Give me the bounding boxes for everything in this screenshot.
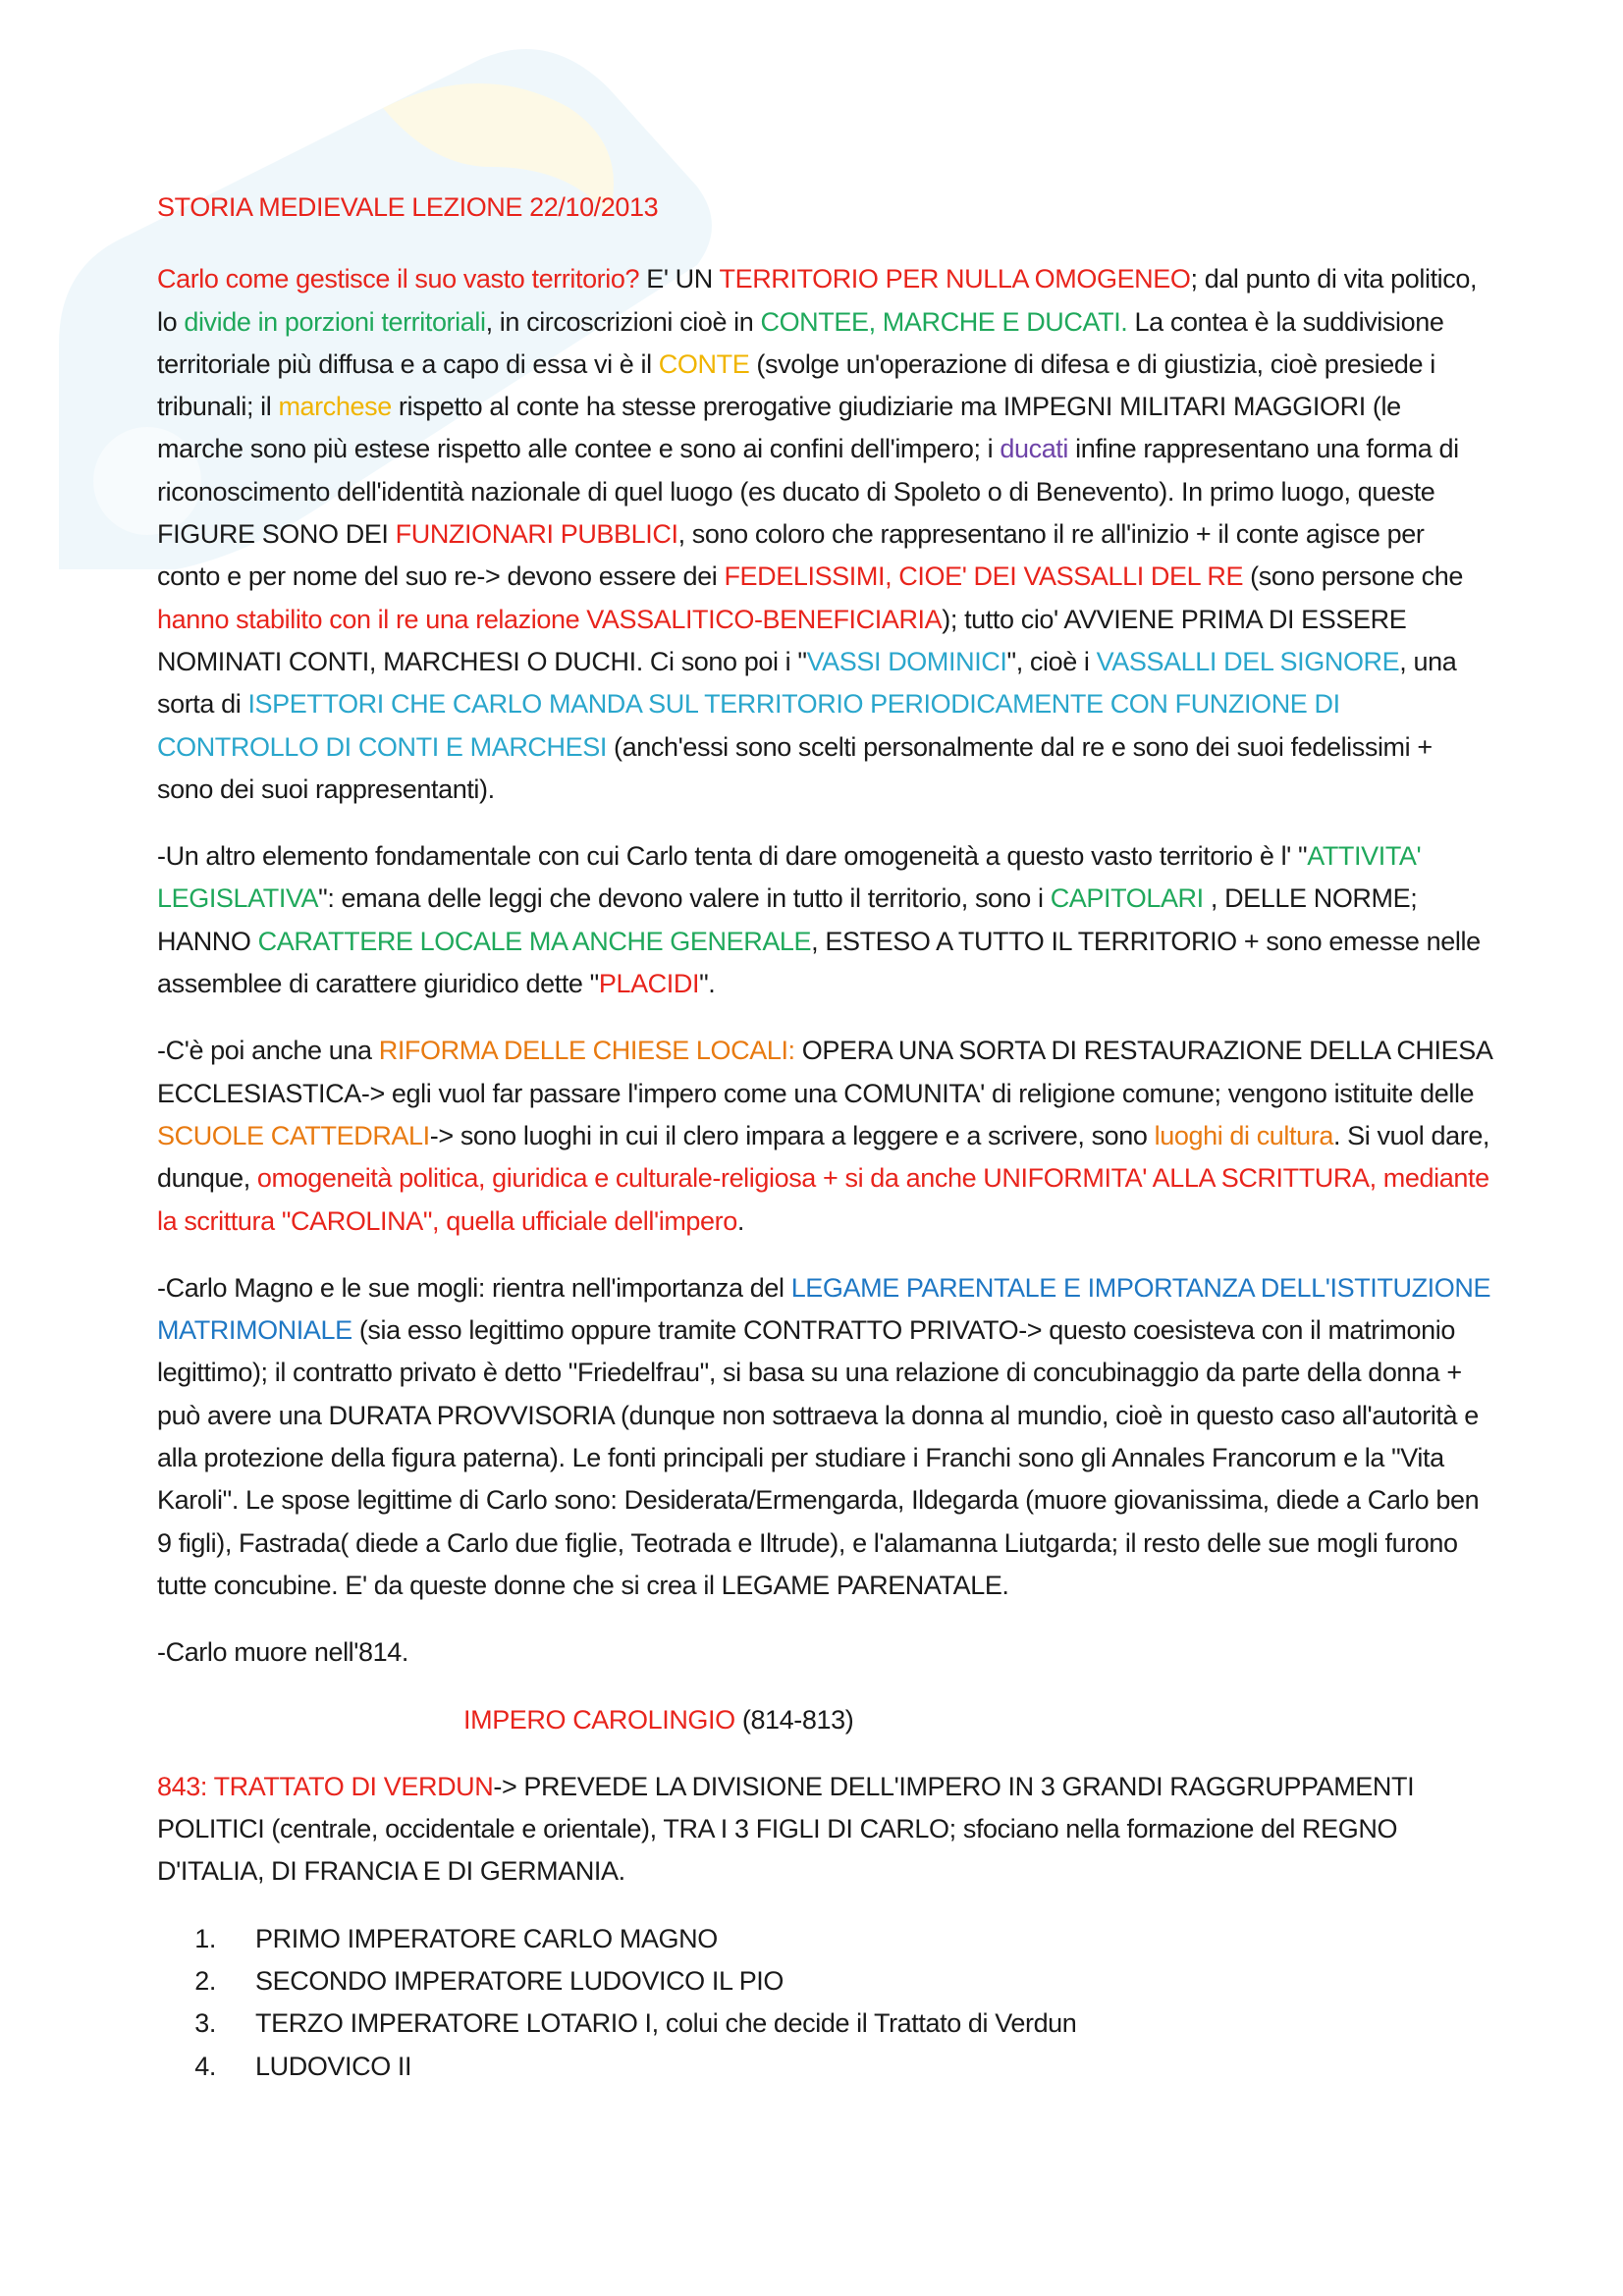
text-run: ATTIVITA' LEGISLATIVA	[157, 841, 1422, 914]
text-run: TERRITORIO PER NULLA OMOGENEO	[719, 264, 1191, 294]
text-run: FUNZIONARI PUBBLICI	[395, 519, 678, 550]
text-run: (anch'essi sono scelti personalmente dal re e sono dei suoi fedelissimi + sono dei suoi rappresentanti).	[157, 731, 1433, 804]
text-run: PLACIDI	[598, 969, 700, 999]
list-item: 2. SECONDO IMPERATORE LUDOVICO IL PIO	[194, 1965, 784, 1996]
text-run: CONTE	[658, 348, 750, 379]
text-run: Carlo come gestisce il suo vasto territorio?	[157, 264, 640, 294]
text-run: -Carlo Magno e le sue mogli: rientra nell'importanza del	[157, 1272, 791, 1303]
text-run: , in circoscrizioni cioè in	[485, 306, 761, 337]
text-run: -Carlo muore nell'814.	[157, 1637, 408, 1668]
text-run: , sono coloro che rappresentano il re all'inizio + il conte agisce per conto e per nome del suo re-> devono essere dei	[157, 519, 1425, 592]
text-run: 843: TRATTATO DI VERDUN	[157, 1771, 494, 1801]
text-run: ducati	[1000, 434, 1069, 464]
paragraph-territory	[157, 258, 1492, 811]
section-heading	[157, 1699, 1492, 1741]
text-run: (814-813)	[734, 1704, 854, 1735]
text-run: -> sono luoghi in cui il clero impara a leggere e a scrivere, sono	[429, 1120, 1155, 1150]
paragraph-death	[157, 1631, 1492, 1674]
text-run: ": emana delle leggi che devono valere in tutto il territorio, sono i	[318, 883, 1051, 914]
paragraph-wives	[157, 1267, 1492, 1607]
text-run: ; dal punto di vita politico, lo	[157, 264, 1478, 337]
text-run: , una sorta di	[157, 646, 1457, 720]
text-run: marchese	[278, 392, 392, 422]
list-item: 3. TERZO IMPERATORE LOTARIO I, colui che decide il Trattato di Verdun	[194, 2008, 1077, 2039]
list-item: 1. PRIMO IMPERATORE CARLO MAGNO	[194, 1923, 718, 1953]
text-run: FEDELISSIMI, CIOE' DEI VASSALLI DEL RE	[724, 561, 1244, 592]
text-run: ".	[699, 969, 716, 999]
text-run: E' UN	[639, 264, 720, 294]
text-run: OPERA UNA SORTA DI RESTAURAZIONE DELLA CHIESA ECCLESIASTICA-> egli vuol far passare l'impero come una COMUNITA' di religione comune; vengono istituite delle	[157, 1036, 1491, 1108]
text-run: rispetto al conte ha stesse prerogative giudiziarie ma IMPEGNI MILITARI MAGGIORI (le marche sono più estese rispetto alle contee e sono ai confini dell'impero; i	[157, 392, 1401, 464]
text-run: . Si vuol dare, dunque,	[157, 1120, 1490, 1194]
text-run: -C'è poi anche una	[157, 1036, 379, 1066]
text-run: CONTEE, MARCHE E DUCATI.	[760, 306, 1128, 337]
text-run: , ESTESO A TUTTO IL TERRITORIO + sono emesse nelle assemblee di carattere giuridico dette "	[157, 926, 1481, 999]
text-run: , DELLE NORME; HANNO	[157, 883, 1418, 956]
text-run: divide in porzioni territoriali	[184, 306, 486, 337]
paragraph-church-reform	[157, 1030, 1492, 1242]
text-run: (sono persone che	[1243, 561, 1464, 592]
text-run: SCUOLE CATTEDRALI	[157, 1120, 430, 1150]
text-run: infine rappresentano una forma di riconoscimento dell'identità nazionale di quel luogo (es ducato di Spoleto o di Benevento). In primo luogo, queste FIGURE SONO DEI	[157, 434, 1459, 550]
text-run: IMPERO CAROLINGIO	[463, 1704, 735, 1735]
text-run: omogeneità politica, giuridica e culturale-religiosa + si da anche UNIFORMITA' ALLA SCRITTURA, mediante la scrittura "CAROLINA", quella ufficiale dell'impero	[157, 1163, 1489, 1236]
paragraph-verdun	[157, 1766, 1492, 1894]
text-run: ", cioè i	[1006, 646, 1097, 676]
text-run: luoghi di cultura	[1154, 1120, 1333, 1150]
text-run: (sia esso legittimo oppure tramite CONTRATTO PRIVATO-> questo coesisteva con il matrimonio legittimo); il contratto privato è detto "Friedelfrau", si basa su una relazione di concubinaggio da parte della donna + può avere una DURATA PROVVISORIA (dunque non sottraeva la donna al mundio, cioè in questo caso all'autorità e alla protezione della figura paterna). Le fonti principali per studiare i Franchi sono gli Annales Francorum e la "Vita Karoli". Le spose legittime di Carlo sono: Desiderata/Ermengarda, Ildegarda (muore giovanissima, diede a Carlo ben 9 figli), Fastrada( diede a Carlo due figlie, Teotrada e Iltrude), e l'alamanna Liutgarda; il resto delle sue mogli furono tutte concubine. E' da queste donne che si crea il LEGAME PARENATALE.	[157, 1315, 1480, 1600]
text-run: LEGAME PARENTALE E IMPORTANZA DELL'ISTITUZIONE MATRIMONIALE	[157, 1272, 1491, 1346]
text-run: -> PREVEDE LA DIVISIONE DELL'IMPERO IN 3 GRANDI RAGGRUPPAMENTI POLITICI (centrale, occidentale e orientale), TRA I 3 FIGLI DI CARLO; sfociano nella formazione del REGNO D'ITALIA, DI FRANCIA E DI GERMANIA.	[157, 1771, 1415, 1887]
text-run: .	[736, 1205, 744, 1236]
text-run: ); tutto cio' AVVIENE PRIMA DI ESSERE NOMINATI CONTI, MARCHESI O DUCHI. Ci sono poi i "	[157, 604, 1407, 676]
text-run: RIFORMA DELLE CHIESE LOCALI:	[378, 1036, 795, 1066]
emperor-list	[157, 1918, 1492, 2088]
text-run: -Un altro elemento fondamentale con cui Carlo tenta di dare omogeneità a questo vasto territorio è l' "	[157, 841, 1308, 872]
text-run: CARATTERE LOCALE MA ANCHE GENERALE	[257, 926, 812, 956]
paragraph-legislation	[157, 835, 1492, 1005]
text-run: La contea è la suddivisione territoriale più diffusa e a capo di essa vi è il	[157, 306, 1444, 379]
text-run: (svolge un'operazione di difesa e di giustizia, cioè presiede i tribunali; il	[157, 348, 1435, 422]
text-run: VASSALLI DEL SIGNORE	[1096, 646, 1400, 676]
document-title: STORIA MEDIEVALE LEZIONE 22/10/2013	[157, 192, 659, 222]
text-run: hanno stabilito con il re una relazione VASSALITICO-BENEFICIARIA	[157, 604, 943, 634]
document-page	[157, 187, 1492, 2088]
text-run: CAPITOLARI	[1050, 883, 1204, 914]
list-item: 4. LUDOVICO II	[194, 2051, 412, 2081]
text-run: ISPETTORI CHE CARLO MANDA SUL TERRITORIO PERIODICAMENTE CON FUNZIONE DI CONTROLLO DI CONTI E MARCHESI	[157, 689, 1340, 762]
text-run: VASSI DOMINICI	[806, 646, 1007, 676]
